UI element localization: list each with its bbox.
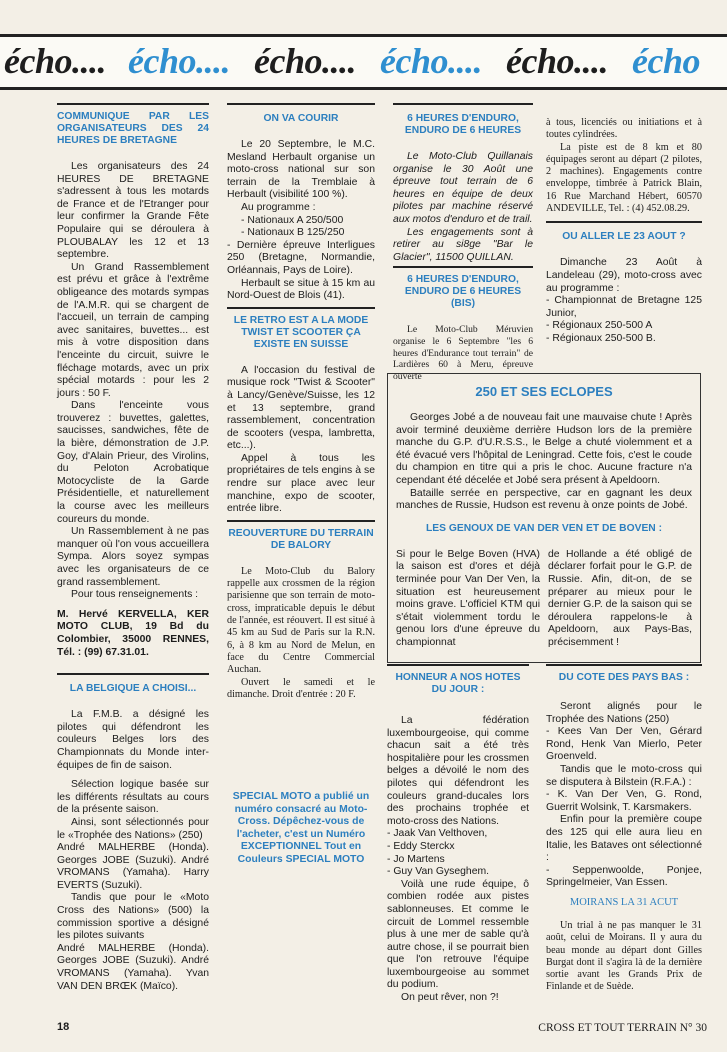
divider — [57, 673, 209, 675]
column-left — [57, 103, 209, 993]
banner-word: écho — [632, 41, 700, 81]
headline-belgique: LA BELGIQUE A CHOISI... — [69, 683, 197, 695]
paragraph: de Hollande a été obligé de déclarer forfait pour le G.P. de Russie. Afin, dit-on, de se préparer au mieux pour le dernier G.P. de la saison qui se déroulera rappelons-le à Apeldoorn, aux Pays-Bas, précisemment ! — [548, 548, 692, 648]
magazine-footer: CROSS ET TOUT TERRAIN N° 30 — [538, 1022, 707, 1034]
list-item: - Jaak Van Velthoven, — [387, 828, 488, 840]
list-item: - Championnat de Bretagne 125 Junior, — [546, 295, 702, 319]
paragraph: Seront alignés pour le Trophée des Nations (250) — [546, 701, 702, 725]
paragraph: Les organisateurs des 24 HEURES DE BRETAGNE s'adressent à tous les motards de France et de l'Etranger pour leur confirmer la Grande Fête Populaire qui se déroulera à PLOUBALAY les 12 et 13 septembre. — [57, 161, 209, 261]
paragraph: à tous, licenciés ou initiations et à toutes cylindrées. — [546, 117, 702, 141]
paragraph: Dimanche 23 Août à Landeleau (29), moto-cross avec au programme : — [546, 257, 702, 294]
banner-word: écho.... — [380, 41, 482, 81]
divider — [393, 266, 533, 268]
paragraph: Le Moto-Club Méruvien organise le 6 Septembre "les 6 heures d'Endurance tout terrain" de Lardières 60 à Meru, épreuve ouverte — [393, 324, 533, 382]
divider — [393, 103, 533, 105]
list-item: - Régionaux 250-500 A — [546, 320, 653, 332]
list-item: - Régionaux 250-500 B. — [546, 332, 656, 344]
paragraph: Le Moto-Club Quillanais organise le 30 Août une épreuve tout terrain de 6 heures en équipe de deux pilotes par machine réservé aux motos d'enduro et de trail. — [393, 151, 533, 225]
headline-genoux: LES GENOUX DE VAN DER VEN ET DE BOVEN : — [425, 522, 663, 534]
paragraph: Appel à tous les propriétaires de tels engins à se rendre sur place avec leur manchine, expo de scooter, entrée libre. — [227, 452, 375, 515]
headline-eclopes: 250 ET SES ECLOPES — [475, 384, 613, 399]
divider — [227, 520, 375, 522]
divider — [57, 103, 209, 105]
paragraph: Tandis que pour le «Moto Cross des Nations» (500) la commission sportive a désigné les pilotes suivants — [57, 892, 209, 942]
column-middle-right — [393, 103, 533, 382]
paragraph: André MALHERBE (Honda). Georges JOBE (Suzuki). André VROMANS (Yamaha). Yvan VAN DEN BRŒK (Maïco). — [57, 942, 209, 992]
headline-24h-bretagne: COMMUNIQUE PAR LES ORGANISATEURS DES 24 HEURES DE BRETAGNE — [57, 111, 209, 146]
paragraph: Sélection logique basée sur les différents résultats au cours de la présente saison. — [57, 779, 209, 816]
list-item: - Nationaux A 250/500 — [241, 214, 344, 226]
paragraph: - K. Van Der Ven, G. Rond, Guerrit Wolsink, T. Karsmakers. — [546, 789, 702, 813]
banner-word: écho.... — [128, 41, 230, 81]
headline-pays-bas: DU COTE DES PAYS BAS : — [558, 672, 690, 683]
paragraph: Un trial à ne pas manquer le 31 août, celui de Moirans. Il y aura du beau monde au départ dont Gilles Burgat dont il s'agira là de la dernière sortie avant les Grands Prix de Finlande et de Suède. — [546, 919, 702, 993]
divider — [387, 664, 529, 666]
paragraph: André MALHERBE (Honda). Georges JOBE (Suzuki). André VROMANS (Yamaha). Harry EVERTS (Suzuki). — [57, 842, 209, 891]
paragraph: Herbault se situe à 15 km au Nord-Ouest de Blois (41). — [227, 277, 375, 302]
contact-info: M. Hervé KERVELLA, KER MOTO CLUB, 19 Bd du Colombier, 35000 RENNES, Tél. : (99) 67.31.01. — [57, 608, 209, 658]
list-item: - Jo Martens — [387, 853, 445, 865]
list-item: - Nationaux B 125/250 — [241, 227, 345, 239]
list-item: - Dernière épreuve Interligues 250 (Bretagne, Normandie, Orléannais, Pays de Loire). — [227, 239, 375, 276]
paragraph: A l'occasion du festival de musique rock "Twist & Scooter" à Lancy/Genève/Suisse, les 12 et 13 septembre, grand rassemblement, concentration de scooters (vespa, lambretta, etc...). — [227, 364, 375, 452]
headline-balory: REOUVERTURE DU TERRAIN DE BALORY — [228, 527, 374, 551]
paragraph: Le Moto-Club du Balory rappelle aux crossmen de la région parisienne que son terrain de moto-cross, impraticable depuis le début de l'année, est réouvert. Il est situé à 45 km au Sud de Paris sur la R.N. 6, à 8 km au Nord de Melun, en face du Centre Commercial Auchan. — [227, 565, 375, 676]
paragraph: Un Grand Rassemblement est prévu et grâce à l'extrême obligeance des motards sympas de l'A.M.R. qui se chargent de l'accueil, un terrain de camping avec sanitaires, buvettes... est mis à votre disposition dans l'enceinte du circuit, suivre le fléchage motards, avec un prix spécial motards : pour les 2 jours : 50 F. — [57, 261, 209, 399]
list-item: - Eddy Sterckx — [387, 840, 455, 852]
article-box-eclopes — [387, 373, 701, 663]
headline-moirans: MOIRANS LA 31 ACUT — [569, 896, 679, 908]
echo-banner — [0, 34, 727, 90]
paragraph: - Seppenwoolde, Ponjee, Springelmeier, Van Essen. — [546, 864, 702, 889]
banner-word: écho.... — [4, 41, 106, 81]
paragraph: Un Rassemblement à ne pas manquer où l'on vous accueillera Sympa. Alors soyez sympas avec les organisateurs de ce grand rassemblement. — [57, 526, 209, 588]
paragraph: On peut rêver, non ?! — [401, 992, 499, 1004]
divider — [546, 664, 702, 666]
banner-word: écho.... — [254, 41, 356, 81]
headline-23-aout: OU ALLER LE 23 AOUT ? — [562, 231, 686, 243]
paragraph: Dans l'enceinte vous trouverez : buvettes, galettes, saucisses, sandwiches, fête de la bière, démonstration de J.P. Goy, d'Alain Prieur, des Virolins, du Peloton Acrobatique Motocycliste de la Garde Présidentielle, et naturellement la course avec les meilleurs coureurs du monde. — [57, 400, 209, 525]
headline-retro: LE RETRO EST A LA MODE TWIST ET SCOOTER ÇA EXISTE EN SUISSE — [233, 314, 369, 350]
banner-word: écho.... — [506, 41, 608, 81]
headline-on-va-courir: ON VA COURIR — [263, 113, 339, 124]
column-pays-bas — [546, 664, 702, 994]
paragraph: Si pour le Belge Boven (HVA) la saison est d'ores et déjà terminée pour Van Der Ven, la situation est heureusement moins grave. L'officiel KTM qui s'était violemment tordu le genou lors d'une épreuve du championnat — [396, 548, 540, 648]
list-item: - Guy Van Gyseghem. — [387, 866, 490, 878]
divider — [227, 307, 375, 309]
paragraph: Pour tous renseignements : — [71, 589, 199, 601]
paragraph: - Kees Van Der Ven, Gérard Rond, Henk Van Mierlo, Peter Groenveld. — [546, 726, 702, 763]
special-moto-promo: SPECIAL MOTO a publié un numéro consacré au Moto-Cross. Dépêchez-vous de l'acheter, c'est un Numéro EXCEPTIONNEL Tout en Couleurs SPECIAL MOTO — [232, 791, 370, 865]
column-right — [546, 117, 702, 346]
headline-enduro-bis: 6 HEURES D'ENDURO, ENDURO DE 6 HEURES (BIS) — [404, 274, 522, 310]
paragraph: La fédération luxembourgeoise, qui comme chacun sait a été très hospitalière pour les crossmen belges a dévoilé le nom des pilotes qui défendront les couleurs grand-ducales lors des prochains trophée et moto-cross des Nations. — [387, 715, 529, 827]
paragraph: Tandis que le moto-cross qui se disputera à Bilstein (R.F.A.) : — [546, 763, 702, 788]
paragraph: Au programme : — [241, 201, 316, 213]
column-honneur — [387, 664, 529, 1005]
headline-honneur: HONNEUR A NOS HOTES DU JOUR : — [395, 672, 521, 695]
paragraph: Voilà une rude équipe, ô combien rodée aux pistes sablonneuses. Et comme le circuit de Lommel ressemble plus à une mer de sable qu'à autre chose, il se pourrait bien que l'on retrouve l'équipe luxembourgeoise au sommet du podium. — [387, 878, 529, 991]
paragraph: Ouvert le samedi et le dimanche. Droit d'entrée : 20 F. — [227, 676, 375, 700]
paragraph: La piste est de 8 km et 80 équipages seront au départ (2 pilotes, 2 machines). Engagements contre enveloppe, timbrée à Patrick Blain, 16 Rue Marchand Hébert, 60570 ANDEVILLE, Tel. : (4) 452.08.29. — [546, 141, 702, 215]
paragraph: Bataille serrée en perspective, car en gagnant les deux manches de Russie, Hudson est revenu à onze points de Jobé. — [396, 487, 692, 512]
page-number: 18 — [57, 1021, 70, 1033]
paragraph: Les engagements sont à retirer au si8ge "Bar le Glacier", 11500 QUILLAN. — [393, 226, 533, 263]
column-middle-left — [227, 103, 375, 866]
paragraph: Enfin pour la première coupe des 125 qui elle aura lieu en Italie, les Bataves ont sélectionné : — [546, 814, 702, 864]
paragraph: La F.M.B. a désigné les pilotes qui défendront les couleurs Belges lors des Championnats du Monde inter-équipes de fin de saison. — [57, 709, 209, 771]
paragraph: Georges Jobé a de nouveau fait une mauvaise chute ! Après avoir terminé deuxième derrière Hudson lors de la première manche du G.P. d'U.R.S.S., le Belge a chuté violemment et a été évacué vers l'hôpital de Leningrad. Cette fois, c'est le coude du champion en titre qui a pris le choc. Aucune fracture n'a cependant été décelée et Jobé sera présent à Apeldoorn. — [396, 412, 692, 486]
divider — [227, 103, 375, 105]
headline-enduro: 6 HEURES D'ENDURO, ENDURO DE 6 HEURES — [404, 113, 522, 136]
divider — [546, 221, 702, 223]
paragraph: Le 20 Septembre, le M.C. Mesland Herbault organise un moto-cross national sur son terrain de la Tremblaie à Herbault (visibilité 100 %). — [227, 139, 375, 201]
paragraph: Ainsi, sont sélectionnés pour le «Trophée des Nations» (250) — [57, 816, 209, 841]
